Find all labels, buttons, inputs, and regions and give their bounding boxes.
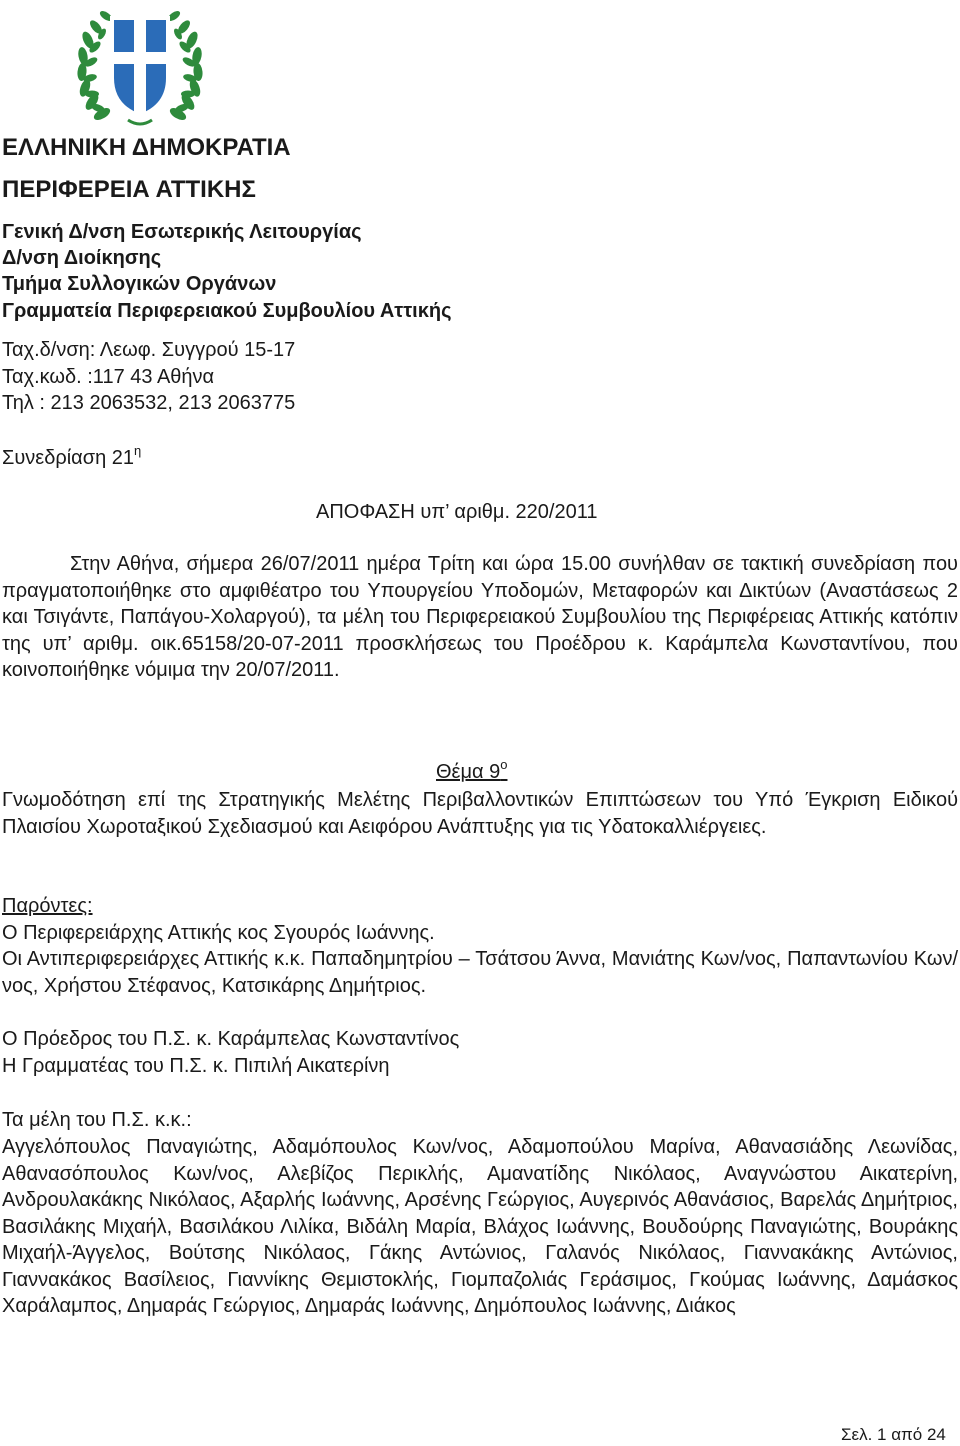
session-label: Συνεδρίαση 21 — [2, 447, 135, 469]
postcode-line: Ταχ.κωδ. :117 43 Αθήνα — [2, 366, 215, 388]
directorate-line: Γενική Δ/νση Εσωτερικής Λειτουργίας — [2, 221, 362, 243]
president-line: Ο Πρόεδρος του Π.Σ. κ. Καράμπελας Κωνσταντίνος — [2, 1028, 460, 1050]
theme-text: Γνωμοδότηση επί της Στρατηγικής Μελέτης Περιβαλλοντικών Επιπτώσεων του Υπό Έγκριση Ειδικού Πλαισίου Χωροταξικού Σχεδιασμού και Αειφόρου Ανάπτυξης για τις Υδατοκαλλιέργειες. — [2, 789, 958, 838]
theme-title — [436, 759, 507, 785]
address-line: Ταχ.δ/νση: Λεωφ. Συγγρού 15-17 — [2, 339, 296, 361]
intro-paragraph: Στην Αθήνα, σήμερα 26/07/2011 ημέρα Τρίτη και ώρα 15.00 συνήλθαν σε τακτική συνεδρίαση που πραγματοποιήθηκε στο αμφιθέατρο του Υπουργείου Υποδομών, Μεταφορών και Δικτύων (Αναστάσεως 2 και Τσιγάντε, Παπάγου-Χολαργού), τα μέλη του Περιφερειακού Συμβουλίου της Περιφέρειας Αττικής κατόπιν της υπ’ αριθμ. οικ.65158/20-07-2011 προσκλήσεως του Προέδρου κ. Καράμπελα Κωνσταντίνου, που κοινοποιήθηκε νόμιμα την 20/07/2011. — [2, 553, 958, 681]
page-number: Σελ. 1 από 24 — [841, 1425, 946, 1444]
members-label: Τα μέλη του Π.Σ. κ.κ.: — [2, 1109, 192, 1131]
deputies-paragraph: Οι Αντιπεριφερειάρχες Αττικής κ.κ. Παπαδημητρίου – Τσάτσου Άννα, Μανιάτης Κων/νος, Παπαντωνίου Κων/νος, Χρήστου Στέφανος, Κατσικάρης Δημήτριος. — [2, 948, 958, 997]
country-heading: ΕΛΛΗΝΙΚΗ ΔΗΜΟΚΡΑΤΙΑ — [2, 134, 291, 161]
session-suffix: η — [134, 443, 142, 458]
region-heading: ΠΕΡΙΦΕΡΕΙΑ ΑΤΤΙΚΗΣ — [2, 176, 256, 203]
administration-line: Δ/νση Διοίκησης — [2, 247, 162, 269]
present-label: Παρόντες: — [2, 895, 93, 917]
secretary-line: Η Γραμματέας του Π.Σ. κ. Πιπιλή Αικατερίνη — [2, 1055, 390, 1077]
members-paragraph: Αγγελόπουλος Παναγιώτης, Αδαμόπουλος Κων/νος, Αδαμοπούλου Μαρίνα, Αθανασιάδης Λεωνίδας, Αθανασόπουλος Κων/νος, Αλεβίζος Περικλής, Αμανατίδης Νικόλαος, Αναγνώστου Αικατερίνη, Ανδρουλακάκης Νικόλαος, Αξαρλής Ιωάννης, Αρσένης Γεώργιος, Αυγερινός Αθανάσιος, Βαρελάς Δημήτριος, Βασιλάκης Μιχαήλ, Βασιλάκου Λιλίκα, Βιδάλη Μαρία, Βλάχος Ιωάννης, Βουδούρης Παναγιώτης, Βουράκης Μιχαήλ-Άγγελος, Βούτσης Νικόλαος, Γάκης Αντώνιος, Γαλανός Νικόλαος, Γιαννακάκης Αντώνιος, Γιαννακάκος Βασίλειος, Γιαννίκης Θεμιστοκλής, Γιομπαζολιάς Γεράσιμος, Γκούμας Ιωάννης, Δαμάσκος Χαράλαμπος, Δημαράς Γεώργιος, Δημαράς Ιωάννης, Δημόπουλος Ιωάννης, Διάκος — [2, 1136, 958, 1317]
governor-line: Ο Περιφερειάρχης Αττικής κος Σγουρός Ιωάννης. — [2, 922, 435, 944]
department-line: Τμήμα Συλλογικών Οργάνων — [2, 273, 277, 295]
coat-of-arms-icon — [72, 2, 208, 130]
theme-suffix: ο — [500, 757, 508, 772]
session-number — [2, 445, 141, 471]
decision-title: ΑΠΟΦΑΣΗ υπ’ αριθμ. 220/2011 — [316, 501, 598, 523]
phone-line: Τηλ : 213 2063532, 213 2063775 — [2, 392, 296, 414]
secretariat-line: Γραμματεία Περιφερειακού Συμβουλίου Αττικής — [2, 300, 452, 322]
theme-label: Θέμα 9 — [436, 761, 501, 783]
